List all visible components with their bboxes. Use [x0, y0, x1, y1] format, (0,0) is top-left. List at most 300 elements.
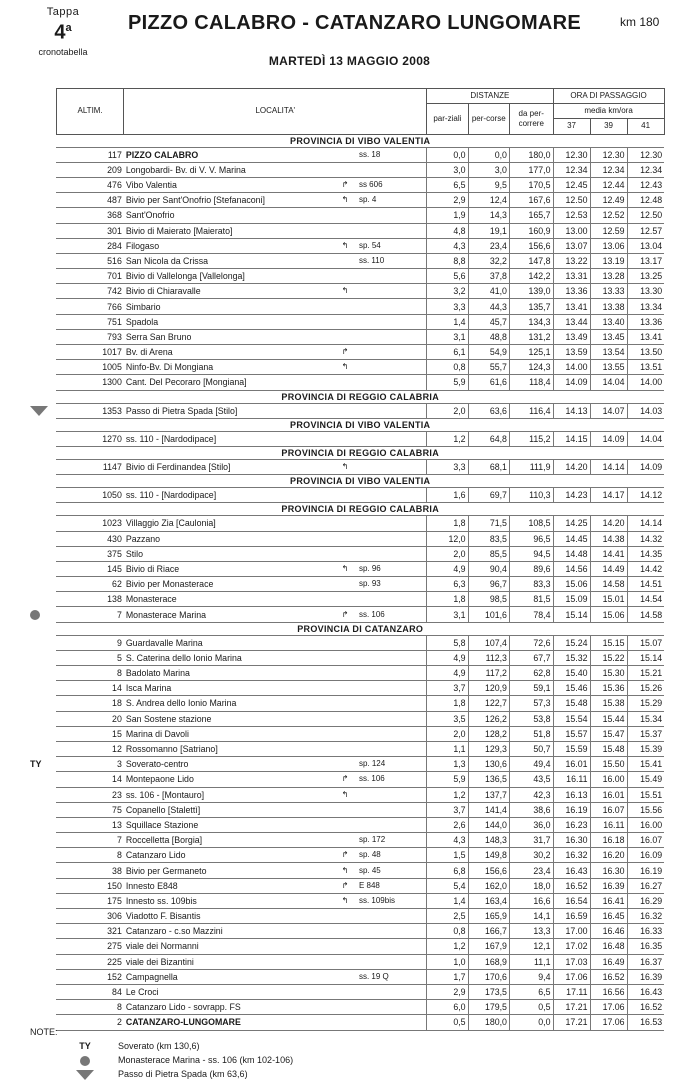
time-41: 12.48: [627, 193, 664, 208]
time-37: 15.24: [553, 635, 590, 650]
time-37: 13.22: [553, 253, 590, 268]
dist-remaining: 135,7: [509, 299, 553, 314]
dist-covered: 41,0: [468, 284, 509, 299]
table-row: [28, 329, 686, 344]
locality: Badolato Marina: [124, 666, 333, 681]
altitude: 1270: [56, 431, 124, 446]
altitude: 75: [56, 802, 124, 817]
time-37: 12.45: [553, 177, 590, 192]
time-39: 12.34: [590, 162, 627, 177]
dist-covered: 173,5: [468, 984, 509, 999]
locality: Montepaone Lido: [124, 772, 333, 787]
time-37: 13.31: [553, 269, 590, 284]
note-icon-wrap: [70, 1069, 100, 1080]
row-marker: [28, 833, 56, 848]
altitude: 476: [56, 177, 124, 192]
locality: ss. 106 - [Montauro]: [124, 787, 333, 802]
row-marker: [28, 772, 56, 787]
altitude: 321: [56, 924, 124, 939]
altitude: 766: [56, 299, 124, 314]
province-header: [28, 390, 686, 403]
time-39: 14.38: [590, 531, 627, 546]
dist-partial: 1,5: [427, 848, 468, 863]
dist-covered: 64,8: [468, 431, 509, 446]
dist-covered: 0,0: [468, 147, 509, 162]
dist-remaining: 78,4: [509, 607, 553, 622]
dist-remaining: 13,3: [509, 924, 553, 939]
dist-remaining: 30,2: [509, 848, 553, 863]
locality: Sant'Onofrio: [124, 208, 333, 223]
dist-covered: 23,4: [468, 238, 509, 253]
dist-covered: 90,4: [468, 561, 509, 576]
table-row: [28, 360, 686, 375]
row-marker: [28, 561, 56, 576]
table-row: [28, 162, 686, 177]
dist-covered: 129,3: [468, 741, 509, 756]
time-37: 14.15: [553, 431, 590, 446]
dist-partial: 1,0: [427, 954, 468, 969]
altitude: 12: [56, 741, 124, 756]
dist-covered: 136,5: [468, 772, 509, 787]
road-number: sp. 93: [357, 577, 427, 592]
province-header: [28, 134, 686, 147]
altitude: 138: [56, 592, 124, 607]
dist-covered: 128,2: [468, 726, 509, 741]
dist-remaining: 50,7: [509, 741, 553, 756]
time-41: 14.00: [627, 375, 664, 390]
row-marker: [28, 635, 56, 650]
locality: Innesto ss. 109bis: [124, 893, 333, 908]
time-39: 16.56: [590, 984, 627, 999]
dist-covered: 120,9: [468, 681, 509, 696]
row-marker: [28, 238, 56, 253]
time-37: 15.59: [553, 741, 590, 756]
col-da-percorrere: da per-correre: [509, 104, 553, 134]
col-distanze: DISTANZE: [427, 89, 553, 104]
road-number: sp. 54: [357, 238, 427, 253]
time-41: 16.07: [627, 833, 664, 848]
table-row: [28, 741, 686, 756]
time-37: 17.02: [553, 939, 590, 954]
locality: Copanello [Stalettì]: [124, 802, 333, 817]
dist-covered: 69,7: [468, 488, 509, 503]
dist-remaining: 43,5: [509, 772, 553, 787]
time-41: 12.30: [627, 147, 664, 162]
road-number: ss. 106: [357, 607, 427, 622]
dist-partial: 1,8: [427, 696, 468, 711]
row-marker: [28, 817, 56, 832]
locality: Viadotto F. Bisantis: [124, 909, 333, 924]
row-marker: [28, 787, 56, 802]
locality: Catanzaro Lido: [124, 848, 333, 863]
altitude: 23: [56, 787, 124, 802]
table-row: [28, 223, 686, 238]
row-marker: [28, 345, 56, 360]
altitude: 8: [56, 848, 124, 863]
dist-covered: 141,4: [468, 802, 509, 817]
dist-covered: 179,5: [468, 1000, 509, 1015]
table-row: [28, 577, 686, 592]
dist-partial: 1,6: [427, 488, 468, 503]
road-number: [357, 924, 427, 939]
altitude: 1050: [56, 488, 124, 503]
road-number: ss. 19 Q: [357, 969, 427, 984]
table-row: [28, 650, 686, 665]
time-39: 16.45: [590, 909, 627, 924]
locality: viale dei Bizantini: [124, 954, 333, 969]
locality: Bivio per Sant'Onofrio [Stefanaconi]: [124, 193, 333, 208]
time-39: 13.45: [590, 329, 627, 344]
dist-remaining: 177,0: [509, 162, 553, 177]
locality: Bivio per Germaneto: [124, 863, 333, 878]
time-39: 15.30: [590, 666, 627, 681]
locality: viale dei Normanni: [124, 939, 333, 954]
road-number: [357, 635, 427, 650]
road-number: [357, 817, 427, 832]
row-marker: [28, 459, 56, 474]
time-41: 16.53: [627, 1015, 664, 1030]
time-37: 13.00: [553, 223, 590, 238]
time-39: 16.41: [590, 893, 627, 908]
row-marker: [28, 893, 56, 908]
time-41: 14.32: [627, 531, 664, 546]
dist-covered: 83,5: [468, 531, 509, 546]
locality: Campagnella: [124, 969, 333, 984]
row-marker: [28, 848, 56, 863]
dist-covered: 180,0: [468, 1015, 509, 1030]
dist-remaining: 11,1: [509, 954, 553, 969]
province-header: [28, 622, 686, 635]
dist-partial: 0,8: [427, 360, 468, 375]
road-number: [357, 488, 427, 503]
locality: Longobardi- Bv. di V. V. Marina: [124, 162, 333, 177]
road-direction-icon: ↰: [333, 893, 357, 908]
time-41: 14.35: [627, 546, 664, 561]
stage-number-value: 4: [54, 21, 66, 44]
road-number: [357, 787, 427, 802]
time-37: 12.53: [553, 208, 590, 223]
time-41: 15.21: [627, 666, 664, 681]
time-39: 14.09: [590, 431, 627, 446]
time-37: 15.32: [553, 650, 590, 665]
time-39: 12.52: [590, 208, 627, 223]
dist-covered: 170,6: [468, 969, 509, 984]
time-41: 13.04: [627, 238, 664, 253]
road-direction-icon: [333, 802, 357, 817]
dist-remaining: 9,4: [509, 969, 553, 984]
road-direction-icon: ↰: [333, 284, 357, 299]
road-direction-icon: [333, 329, 357, 344]
time-37: 12.50: [553, 193, 590, 208]
time-39: 13.19: [590, 253, 627, 268]
dist-covered: 162,0: [468, 878, 509, 893]
time-41: 16.43: [627, 984, 664, 999]
dist-partial: 2,6: [427, 817, 468, 832]
table-row: [28, 561, 686, 576]
dist-covered: 19,1: [468, 223, 509, 238]
dist-covered: 14,3: [468, 208, 509, 223]
time-39: 15.36: [590, 681, 627, 696]
table-row: [28, 177, 686, 192]
dist-partial: 2,0: [427, 546, 468, 561]
road-direction-icon: ↱: [333, 772, 357, 787]
time-41: 14.58: [627, 607, 664, 622]
dist-partial: 2,5: [427, 909, 468, 924]
road-direction-icon: [333, 1015, 357, 1030]
dist-covered: 122,7: [468, 696, 509, 711]
time-37: 17.06: [553, 969, 590, 984]
dist-partial: 1,7: [427, 969, 468, 984]
altitude: 430: [56, 531, 124, 546]
row-marker: [28, 802, 56, 817]
table-row: [28, 253, 686, 268]
locality: Squillace Stazione: [124, 817, 333, 832]
row-marker: [28, 147, 56, 162]
time-39: 14.14: [590, 459, 627, 474]
row-marker: [28, 162, 56, 177]
province-header: [28, 418, 686, 431]
time-39: 14.07: [590, 403, 627, 418]
locality: Soverato-centro: [124, 757, 333, 772]
time-41: 16.52: [627, 1000, 664, 1015]
altitude: 14: [56, 681, 124, 696]
row-marker: [28, 223, 56, 238]
altitude: 1023: [56, 516, 124, 531]
table-row: [28, 817, 686, 832]
table-row: [28, 238, 686, 253]
mountain-climb-icon: [76, 1070, 94, 1080]
time-37: 13.44: [553, 314, 590, 329]
altitude: 1147: [56, 459, 124, 474]
dist-covered: 107,4: [468, 635, 509, 650]
road-direction-icon: [333, 711, 357, 726]
time-37: 17.03: [553, 954, 590, 969]
dist-partial: 1,2: [427, 787, 468, 802]
col-altim: ALTIM.: [56, 89, 124, 135]
stage-number-sup: a: [65, 22, 72, 34]
time-39: 13.54: [590, 345, 627, 360]
locality: Marina di Davoli: [124, 726, 333, 741]
dist-remaining: 96,5: [509, 531, 553, 546]
dist-remaining: 108,5: [509, 516, 553, 531]
col-speed-41: 41: [627, 119, 664, 134]
row-marker: [28, 863, 56, 878]
time-39: 16.39: [590, 878, 627, 893]
road-number: [357, 329, 427, 344]
time-41: 15.37: [627, 726, 664, 741]
road-number: ss. 18: [357, 147, 427, 162]
altitude: 18: [56, 696, 124, 711]
locality: Filogaso: [124, 238, 333, 253]
time-37: 16.52: [553, 878, 590, 893]
time-41: 16.39: [627, 969, 664, 984]
time-39: 14.17: [590, 488, 627, 503]
row-marker: [28, 681, 56, 696]
time-41: 13.17: [627, 253, 664, 268]
time-41: 13.25: [627, 269, 664, 284]
road-direction-icon: [333, 208, 357, 223]
mountain-climb-icon: [30, 406, 48, 416]
row-marker: [28, 299, 56, 314]
road-number: [357, 1000, 427, 1015]
row-marker: [28, 1000, 56, 1015]
time-39: 15.38: [590, 696, 627, 711]
table-row: [28, 592, 686, 607]
time-41: 16.27: [627, 878, 664, 893]
province-name: PROVINCIA DI CATANZARO: [56, 622, 664, 635]
row-marker: [28, 531, 56, 546]
finish-tv-icon: ΤΥ: [79, 1041, 91, 1051]
time-41: 16.00: [627, 817, 664, 832]
time-41: 14.14: [627, 516, 664, 531]
dist-partial: 0,0: [427, 147, 468, 162]
time-37: 16.01: [553, 757, 590, 772]
dist-partial: 3,3: [427, 299, 468, 314]
dist-remaining: 94,5: [509, 546, 553, 561]
time-39: 16.46: [590, 924, 627, 939]
altitude: 38: [56, 863, 124, 878]
dist-remaining: 139,0: [509, 284, 553, 299]
dist-covered: 166,7: [468, 924, 509, 939]
altitude: 1353: [56, 403, 124, 418]
dist-partial: 4,9: [427, 666, 468, 681]
col-localita: LOCALITA': [124, 89, 427, 135]
time-37: 14.13: [553, 403, 590, 418]
locality: Monasterace Marina: [124, 607, 333, 622]
altitude: 2: [56, 1015, 124, 1030]
locality: Passo di Pietra Spada [Stilo]: [124, 403, 333, 418]
road-direction-icon: [333, 147, 357, 162]
road-direction-icon: [333, 650, 357, 665]
dist-partial: 3,0: [427, 162, 468, 177]
time-41: 16.35: [627, 939, 664, 954]
dist-partial: 0,8: [427, 924, 468, 939]
dist-covered: 167,9: [468, 939, 509, 954]
time-37: 13.07: [553, 238, 590, 253]
table-row: [28, 666, 686, 681]
time-39: 15.22: [590, 650, 627, 665]
dist-remaining: 118,4: [509, 375, 553, 390]
altitude: 487: [56, 193, 124, 208]
col-speed-37: 37: [553, 119, 590, 134]
time-37: 15.09: [553, 592, 590, 607]
row-marker: [28, 969, 56, 984]
dist-remaining: 81,5: [509, 592, 553, 607]
dist-partial: 6,3: [427, 577, 468, 592]
table-row: [28, 969, 686, 984]
time-41: 16.09: [627, 848, 664, 863]
table-row: [28, 607, 686, 622]
road-direction-icon: [333, 741, 357, 756]
table-row: [28, 546, 686, 561]
time-41: 14.04: [627, 431, 664, 446]
time-37: 14.25: [553, 516, 590, 531]
dist-covered: 149,8: [468, 848, 509, 863]
dist-partial: 1,1: [427, 741, 468, 756]
province-name: PROVINCIA DI VIBO VALENTIA: [56, 134, 664, 147]
time-37: 14.23: [553, 488, 590, 503]
table-row: [28, 833, 686, 848]
dist-partial: 8,8: [427, 253, 468, 268]
road-number: [357, 269, 427, 284]
road-number: [357, 711, 427, 726]
dist-remaining: 131,2: [509, 329, 553, 344]
time-39: 17.06: [590, 1000, 627, 1015]
time-41: 13.36: [627, 314, 664, 329]
row-marker: [28, 666, 56, 681]
road-direction-icon: [333, 833, 357, 848]
time-41: 13.50: [627, 345, 664, 360]
col-media: media km/ora: [553, 104, 664, 119]
time-37: 14.00: [553, 360, 590, 375]
altitude: 275: [56, 939, 124, 954]
altitude: 150: [56, 878, 124, 893]
time-41: 14.03: [627, 403, 664, 418]
table-row: [28, 531, 686, 546]
row-marker: [28, 726, 56, 741]
dist-remaining: 116,4: [509, 403, 553, 418]
road-number: sp. 124: [357, 757, 427, 772]
road-direction-icon: [333, 546, 357, 561]
altitude: 15: [56, 726, 124, 741]
altitude: 375: [56, 546, 124, 561]
time-39: 13.33: [590, 284, 627, 299]
time-41: 15.39: [627, 741, 664, 756]
dist-remaining: 12,1: [509, 939, 553, 954]
dist-covered: 117,2: [468, 666, 509, 681]
row-marker: [28, 607, 56, 622]
time-41: 14.12: [627, 488, 664, 503]
row-marker: [28, 431, 56, 446]
dist-covered: 71,5: [468, 516, 509, 531]
road-number: sp. 172: [357, 833, 427, 848]
table-row: [28, 802, 686, 817]
road-number: [357, 681, 427, 696]
time-37: 15.14: [553, 607, 590, 622]
time-41: 12.50: [627, 208, 664, 223]
time-41: 15.07: [627, 635, 664, 650]
dist-partial: 4,3: [427, 833, 468, 848]
province-name: PROVINCIA DI REGGIO CALABRIA: [56, 390, 664, 403]
note-text: Soverato (km 130,6): [118, 1041, 200, 1051]
road-number: [357, 650, 427, 665]
table-row: [28, 284, 686, 299]
locality: Bivio di Chiaravalle: [124, 284, 333, 299]
row-marker: [28, 546, 56, 561]
time-39: 13.55: [590, 360, 627, 375]
road-direction-icon: ↱: [333, 878, 357, 893]
dist-remaining: 53,8: [509, 711, 553, 726]
table-row: [28, 772, 686, 787]
altitude: 9: [56, 635, 124, 650]
row-marker: [28, 269, 56, 284]
dist-remaining: 6,5: [509, 984, 553, 999]
table-row: [28, 208, 686, 223]
locality: Guardavalle Marina: [124, 635, 333, 650]
time-39: 12.30: [590, 147, 627, 162]
altitude: 152: [56, 969, 124, 984]
time-39: 14.58: [590, 577, 627, 592]
road-number: [357, 741, 427, 756]
road-number: [357, 802, 427, 817]
time-41: 16.29: [627, 893, 664, 908]
dist-remaining: 49,4: [509, 757, 553, 772]
dist-remaining: 89,6: [509, 561, 553, 576]
table-row: [28, 147, 686, 162]
altitude: 516: [56, 253, 124, 268]
table-row: [28, 375, 686, 390]
dist-partial: 1,9: [427, 208, 468, 223]
